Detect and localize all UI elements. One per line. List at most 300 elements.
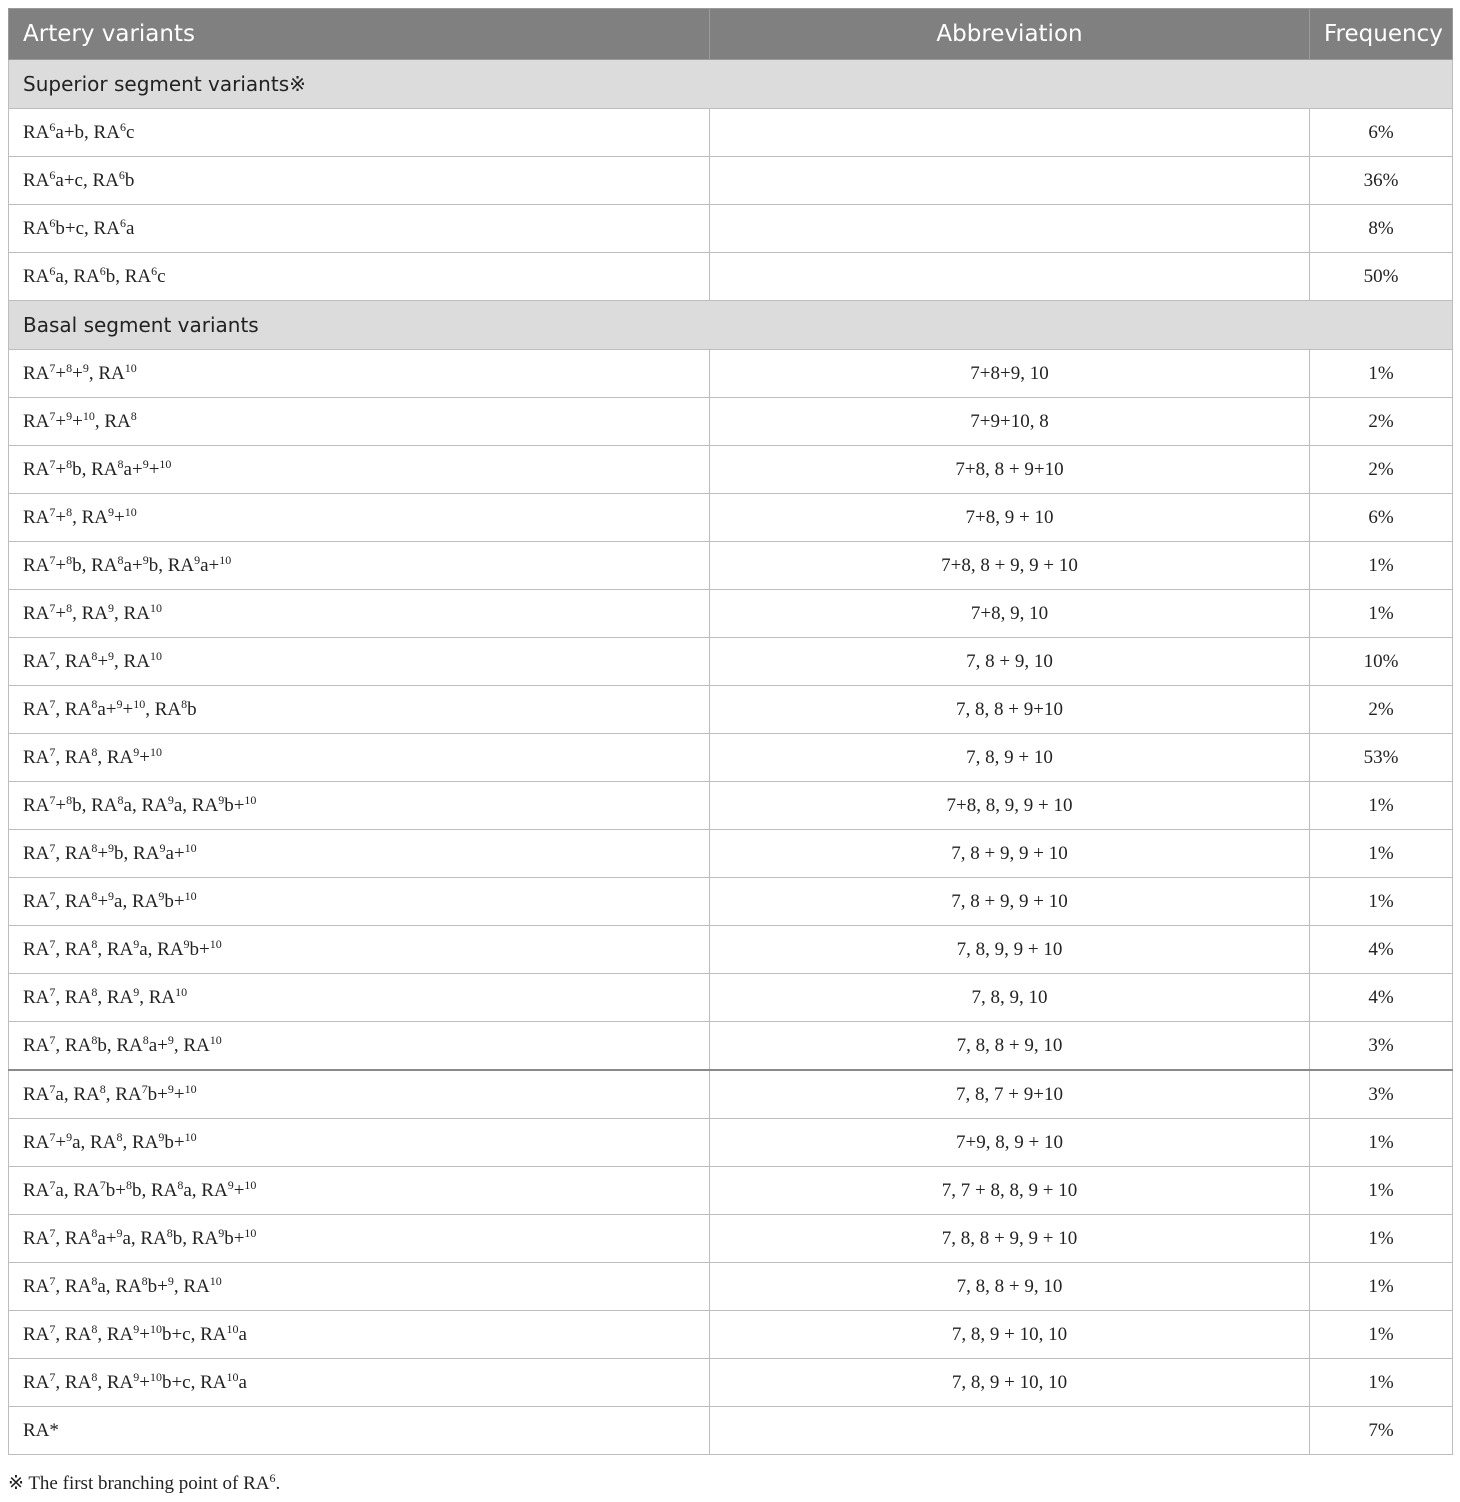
section-row — [9, 301, 1453, 350]
abbreviation-cell: 7+8, 8 + 9+10 — [710, 446, 1310, 494]
abbreviation-cell: 7+9, 8, 9 + 10 — [710, 1119, 1310, 1167]
abbreviation-cell: 7+8+9, 10 — [710, 350, 1310, 398]
frequency-cell: 1% — [1310, 1167, 1453, 1215]
artery-variants-table — [8, 8, 1453, 1455]
superscript: 8 — [66, 552, 73, 567]
text-segment: . — [275, 1473, 281, 1494]
text-segment: + — [148, 458, 160, 480]
superscript: 8 — [141, 1273, 148, 1288]
frequency-cell: 2% — [1310, 446, 1453, 494]
text-segment: a+ — [148, 1034, 168, 1056]
superscript: 10 — [244, 792, 257, 807]
superscript: 7 — [99, 1177, 106, 1192]
superscript: 8 — [130, 408, 137, 423]
superscript: 7 — [49, 744, 56, 759]
superscript: 10 — [244, 1225, 257, 1240]
superscript: 9 — [167, 792, 174, 807]
text-segment: RA — [23, 746, 50, 768]
artery-variant-cell — [9, 878, 710, 926]
superscript: 7 — [49, 552, 56, 567]
text-segment: a+ — [123, 554, 143, 576]
table-row — [9, 1359, 1453, 1407]
text-segment: b+ — [147, 1083, 168, 1105]
text-segment: b, RA — [114, 842, 160, 864]
superscript: 8 — [91, 1225, 98, 1240]
header-row — [9, 9, 1453, 60]
superscript: 8 — [91, 936, 98, 951]
text-segment: , RA — [55, 1275, 92, 1297]
text-segment: RA — [23, 986, 50, 1008]
superscript: 7 — [49, 456, 56, 471]
text-segment: , RA — [105, 1083, 142, 1105]
superscript: 7 — [49, 1273, 56, 1288]
artery-variant-cell — [9, 109, 710, 157]
abbreviation-cell — [710, 253, 1310, 301]
superscript: 8 — [91, 648, 98, 663]
text-segment: RA — [23, 890, 50, 912]
artery-variant-cell — [9, 1070, 710, 1119]
text-segment: RA — [23, 842, 50, 864]
text-segment: a+ — [200, 554, 220, 576]
table-row — [9, 494, 1453, 542]
text-segment: b, RA — [72, 794, 118, 816]
superscript: 10 — [159, 456, 172, 471]
superscript: 9 — [158, 1129, 165, 1144]
superscript: 8 — [91, 696, 98, 711]
artery-variant-cell — [9, 446, 710, 494]
superscript: 10 — [184, 888, 197, 903]
table-row — [9, 734, 1453, 782]
frequency-cell: 8% — [1310, 205, 1453, 253]
frequency-cell: 50% — [1310, 253, 1453, 301]
text-segment: a+b, RA — [55, 121, 120, 143]
section-title: Basal segment variants — [9, 301, 1453, 350]
superscript: 8 — [91, 888, 98, 903]
text-segment: a, RA — [123, 794, 168, 816]
artery-variant-cell — [9, 1215, 710, 1263]
text-segment: a, RA — [72, 1131, 117, 1153]
abbreviation-cell: 7, 8, 9 + 10, 10 — [710, 1311, 1310, 1359]
superscript: 9 — [227, 1177, 234, 1192]
header-artery-variants: Artery variants — [9, 9, 710, 60]
frequency-cell: 1% — [1310, 782, 1453, 830]
superscript: 9 — [133, 1321, 140, 1336]
text-segment: b+ — [164, 1131, 185, 1153]
text-segment: + — [97, 650, 109, 672]
text-segment: a, RA — [55, 1083, 100, 1105]
superscript: 8 — [117, 552, 124, 567]
frequency-cell: 4% — [1310, 926, 1453, 974]
text-segment: a, RA — [55, 1179, 100, 1201]
text-segment: a+ — [97, 698, 117, 720]
abbreviation-cell: 7, 8 + 9, 9 + 10 — [710, 878, 1310, 926]
text-segment: RA — [23, 1034, 50, 1056]
superscript: 9 — [108, 648, 115, 663]
superscript: 10 — [82, 408, 95, 423]
text-segment: RA — [23, 794, 50, 816]
superscript: 7 — [49, 888, 56, 903]
abbreviation-cell: 7, 8, 9, 10 — [710, 974, 1310, 1022]
artery-variant-cell — [9, 590, 710, 638]
text-segment: , RA — [114, 650, 150, 672]
text-segment: b+c, RA — [161, 1323, 227, 1345]
text-segment: a, RA — [97, 1275, 142, 1297]
header-frequency: Frequency — [1310, 9, 1453, 60]
superscript: 10 — [209, 936, 222, 951]
text-segment: RA — [23, 169, 50, 191]
text-segment: , RA — [173, 1275, 210, 1297]
frequency-cell: 4% — [1310, 974, 1453, 1022]
superscript: 10 — [226, 1321, 239, 1336]
superscript: 10 — [149, 1369, 162, 1384]
superscript: 10 — [219, 552, 232, 567]
superscript: 8 — [142, 1032, 149, 1047]
superscript: 9 — [66, 408, 73, 423]
text-segment: b, RA — [148, 554, 195, 576]
superscript: 8 — [66, 792, 73, 807]
superscript: 9 — [82, 360, 89, 375]
table-row — [9, 542, 1453, 590]
superscript: 8 — [91, 840, 98, 855]
superscript: 7 — [49, 648, 56, 663]
text-segment: + — [55, 554, 67, 576]
abbreviation-cell: 7, 8, 7 + 9+10 — [710, 1070, 1310, 1119]
superscript: 8 — [117, 792, 124, 807]
text-segment: c — [157, 265, 166, 287]
superscript: 10 — [149, 600, 162, 615]
superscript: 9 — [133, 936, 140, 951]
text-segment: a, RA — [122, 1227, 167, 1249]
abbreviation-cell: 7, 8, 8 + 9, 10 — [710, 1022, 1310, 1071]
text-segment: , RA — [55, 1371, 92, 1393]
abbreviation-cell: 7+8, 9 + 10 — [710, 494, 1310, 542]
table-row — [9, 1167, 1453, 1215]
superscript: 9 — [108, 504, 115, 519]
text-segment: b+ — [105, 1179, 126, 1201]
superscript: 9 — [142, 552, 149, 567]
table-row — [9, 1119, 1453, 1167]
superscript: 9 — [116, 696, 123, 711]
frequency-cell: 6% — [1310, 109, 1453, 157]
superscript: 9 — [167, 1081, 174, 1096]
superscript: 8 — [66, 504, 73, 519]
frequency-cell: 53% — [1310, 734, 1453, 782]
superscript: 7 — [49, 1321, 56, 1336]
text-segment: a, RA — [139, 938, 184, 960]
superscript: 7 — [49, 1081, 56, 1096]
text-segment: RA — [23, 1083, 50, 1105]
text-segment: a — [125, 217, 135, 239]
table-row — [9, 878, 1453, 926]
text-segment: b, RA — [172, 1227, 219, 1249]
text-segment: , RA — [55, 890, 92, 912]
superscript: 7 — [49, 840, 56, 855]
text-segment: RA — [23, 506, 50, 528]
superscript: 7 — [49, 792, 56, 807]
frequency-cell: 3% — [1310, 1022, 1453, 1071]
text-segment: , RA — [94, 410, 131, 432]
superscript: 9 — [218, 1225, 225, 1240]
superscript: 8 — [166, 1225, 173, 1240]
superscript: 7 — [49, 360, 56, 375]
superscript: 6 — [151, 263, 158, 278]
artery-variant-cell — [9, 253, 710, 301]
abbreviation-cell: 7, 8, 9 + 10 — [710, 734, 1310, 782]
abbreviation-cell: 7+9+10, 8 — [710, 398, 1310, 446]
table-row — [9, 686, 1453, 734]
text-segment: b, RA — [105, 265, 152, 287]
superscript: 6 — [118, 167, 125, 182]
artery-variant-cell — [9, 686, 710, 734]
frequency-cell: 1% — [1310, 590, 1453, 638]
superscript: 6 — [49, 167, 56, 182]
text-segment: b, RA — [131, 1179, 178, 1201]
text-segment: b, RA — [72, 458, 118, 480]
text-segment: , RA — [55, 1227, 92, 1249]
superscript: 7 — [49, 1225, 56, 1240]
abbreviation-cell: 7, 8 + 9, 9 + 10 — [710, 830, 1310, 878]
superscript: 10 — [149, 744, 162, 759]
text-segment: b, RA — [72, 554, 118, 576]
table-row — [9, 350, 1453, 398]
text-segment: + — [233, 1179, 245, 1201]
artery-variant-cell — [9, 542, 710, 590]
superscript: 9 — [133, 1369, 140, 1384]
text-segment: , RA — [97, 1371, 134, 1393]
abbreviation-cell: 7, 8, 9 + 10, 10 — [710, 1359, 1310, 1407]
text-segment: RA — [23, 650, 50, 672]
superscript: 7 — [49, 1129, 56, 1144]
superscript: 7 — [49, 504, 56, 519]
text-segment: + — [139, 746, 150, 768]
artery-variant-cell — [9, 926, 710, 974]
frequency-cell: 6% — [1310, 494, 1453, 542]
superscript: 8 — [116, 1129, 123, 1144]
artery-variant-cell — [9, 1022, 710, 1071]
text-segment: b+c, RA — [161, 1371, 227, 1393]
superscript: 8 — [91, 1321, 98, 1336]
text-segment: RA — [23, 1371, 50, 1393]
superscript: 7 — [49, 1369, 56, 1384]
text-segment: RA — [23, 410, 50, 432]
text-segment: a, RA — [114, 890, 159, 912]
superscript: 8 — [91, 1369, 98, 1384]
text-segment: , RA — [55, 1323, 92, 1345]
text-segment: , RA — [55, 650, 92, 672]
text-segment: + — [114, 506, 125, 528]
table-row — [9, 974, 1453, 1022]
text-segment: b+ — [147, 1275, 168, 1297]
superscript: 10 — [226, 1369, 239, 1384]
table-row — [9, 1070, 1453, 1119]
superscript: 8 — [125, 1177, 132, 1192]
text-segment: , RA — [173, 1034, 210, 1056]
text-segment: RA — [23, 698, 50, 720]
text-segment: , RA — [72, 506, 109, 528]
table-container — [8, 8, 1452, 1455]
table-footnote — [8, 1472, 280, 1495]
text-segment: + — [55, 362, 67, 384]
text-segment: , RA — [122, 1131, 159, 1153]
artery-variant-cell — [9, 1407, 710, 1455]
text-segment: , RA — [55, 938, 92, 960]
superscript: 10 — [175, 984, 188, 999]
abbreviation-cell — [710, 109, 1310, 157]
text-segment: + — [173, 1083, 185, 1105]
table-row — [9, 398, 1453, 446]
artery-variant-cell — [9, 782, 710, 830]
superscript: 7 — [49, 936, 56, 951]
superscript: 8 — [177, 1177, 184, 1192]
superscript: 6 — [119, 119, 126, 134]
text-segment: , RA — [97, 1323, 134, 1345]
text-segment: a+ — [97, 1227, 117, 1249]
text-segment: a+c, RA — [55, 169, 119, 191]
abbreviation-cell: 7, 7 + 8, 8, 9 + 10 — [710, 1167, 1310, 1215]
table-row — [9, 253, 1453, 301]
superscript: 8 — [66, 456, 73, 471]
text-segment: RA — [23, 1179, 50, 1201]
text-segment: + — [55, 602, 67, 624]
artery-variant-cell — [9, 1167, 710, 1215]
table-row — [9, 1215, 1453, 1263]
text-segment: , RA — [55, 842, 92, 864]
frequency-cell: 2% — [1310, 398, 1453, 446]
text-segment: , RA — [139, 986, 176, 1008]
superscript: 8 — [91, 984, 98, 999]
text-segment: RA — [23, 554, 50, 576]
abbreviation-cell — [710, 205, 1310, 253]
text-segment: , RA — [97, 938, 134, 960]
table-row — [9, 157, 1453, 205]
frequency-cell: 36% — [1310, 157, 1453, 205]
text-segment: + — [139, 1371, 150, 1393]
text-segment: , RA — [55, 746, 92, 768]
table-row — [9, 830, 1453, 878]
superscript: 7 — [49, 1032, 56, 1047]
superscript: 10 — [149, 1321, 162, 1336]
text-segment: RA — [23, 265, 50, 287]
artery-variant-cell — [9, 1119, 710, 1167]
text-segment: c — [125, 121, 135, 143]
frequency-cell: 2% — [1310, 686, 1453, 734]
superscript: 6 — [99, 263, 106, 278]
superscript: 7 — [49, 408, 56, 423]
superscript: 10 — [133, 696, 146, 711]
table-row — [9, 782, 1453, 830]
frequency-cell: 1% — [1310, 350, 1453, 398]
text-segment: RA* — [23, 1419, 59, 1441]
table-row — [9, 109, 1453, 157]
superscript: 9 — [167, 1273, 174, 1288]
table-row — [9, 926, 1453, 974]
superscript: 8 — [91, 1032, 98, 1047]
abbreviation-cell — [710, 1407, 1310, 1455]
abbreviation-cell — [710, 157, 1310, 205]
table-row — [9, 1263, 1453, 1311]
superscript: 10 — [184, 1129, 197, 1144]
text-segment: a+ — [165, 842, 185, 864]
text-segment: b, RA — [97, 1034, 143, 1056]
artery-variant-cell — [9, 398, 710, 446]
artery-variant-cell — [9, 1311, 710, 1359]
superscript: 6 — [119, 215, 126, 230]
superscript: 10 — [244, 1177, 257, 1192]
superscript: 10 — [184, 840, 197, 855]
text-segment: a, RA — [173, 794, 219, 816]
abbreviation-cell: 7+8, 8, 9, 9 + 10 — [710, 782, 1310, 830]
artery-variant-cell — [9, 1359, 710, 1407]
table-body — [9, 60, 1453, 1455]
abbreviation-cell: 7, 8, 9, 9 + 10 — [710, 926, 1310, 974]
text-segment: a — [238, 1323, 247, 1345]
superscript: 6 — [49, 263, 56, 278]
text-segment: , RA — [97, 986, 134, 1008]
superscript: 10 — [149, 648, 162, 663]
superscript: 9 — [159, 840, 166, 855]
superscript: 9 — [108, 888, 115, 903]
section-title: Superior segment variants※ — [9, 60, 1453, 109]
text-segment: ※ The first branching point of RA — [8, 1473, 270, 1494]
frequency-cell: 10% — [1310, 638, 1453, 686]
artery-variant-cell — [9, 974, 710, 1022]
text-segment: + — [72, 362, 83, 384]
text-segment: + — [55, 410, 67, 432]
superscript: 10 — [124, 504, 137, 519]
text-segment: + — [55, 506, 67, 528]
text-segment: RA — [23, 217, 50, 239]
superscript: 7 — [141, 1081, 148, 1096]
superscript: 6 — [49, 119, 56, 134]
table-row — [9, 446, 1453, 494]
text-segment: b+ — [224, 1227, 245, 1249]
text-segment: RA — [23, 1323, 50, 1345]
artery-variant-cell — [9, 350, 710, 398]
frequency-cell: 3% — [1310, 1070, 1453, 1119]
frequency-cell: 1% — [1310, 1311, 1453, 1359]
text-segment: + — [97, 890, 109, 912]
superscript: 6 — [269, 1471, 276, 1485]
superscript: 9 — [158, 888, 165, 903]
superscript: 7 — [49, 696, 56, 711]
artery-variant-cell — [9, 494, 710, 542]
superscript: 9 — [167, 1032, 174, 1047]
table-row — [9, 590, 1453, 638]
text-segment: a, RA — [183, 1179, 228, 1201]
text-segment: b+ — [189, 938, 210, 960]
text-segment: , RA — [114, 602, 150, 624]
superscript: 8 — [181, 696, 188, 711]
table-row — [9, 1311, 1453, 1359]
superscript: 8 — [99, 1081, 106, 1096]
text-segment: , RA — [55, 698, 92, 720]
superscript: 10 — [209, 1273, 222, 1288]
artery-variant-cell — [9, 1263, 710, 1311]
superscript: 8 — [117, 456, 124, 471]
superscript: 6 — [49, 215, 56, 230]
abbreviation-cell: 7, 8, 8 + 9, 10 — [710, 1263, 1310, 1311]
superscript: 10 — [124, 360, 137, 375]
superscript: 9 — [66, 1129, 73, 1144]
artery-variant-cell — [9, 734, 710, 782]
text-segment: b+ — [164, 890, 185, 912]
text-segment: , RA — [145, 698, 182, 720]
table-row — [9, 1022, 1453, 1071]
frequency-cell: 7% — [1310, 1407, 1453, 1455]
superscript: 9 — [183, 936, 190, 951]
text-segment: RA — [23, 458, 50, 480]
superscript: 10 — [184, 1081, 197, 1096]
